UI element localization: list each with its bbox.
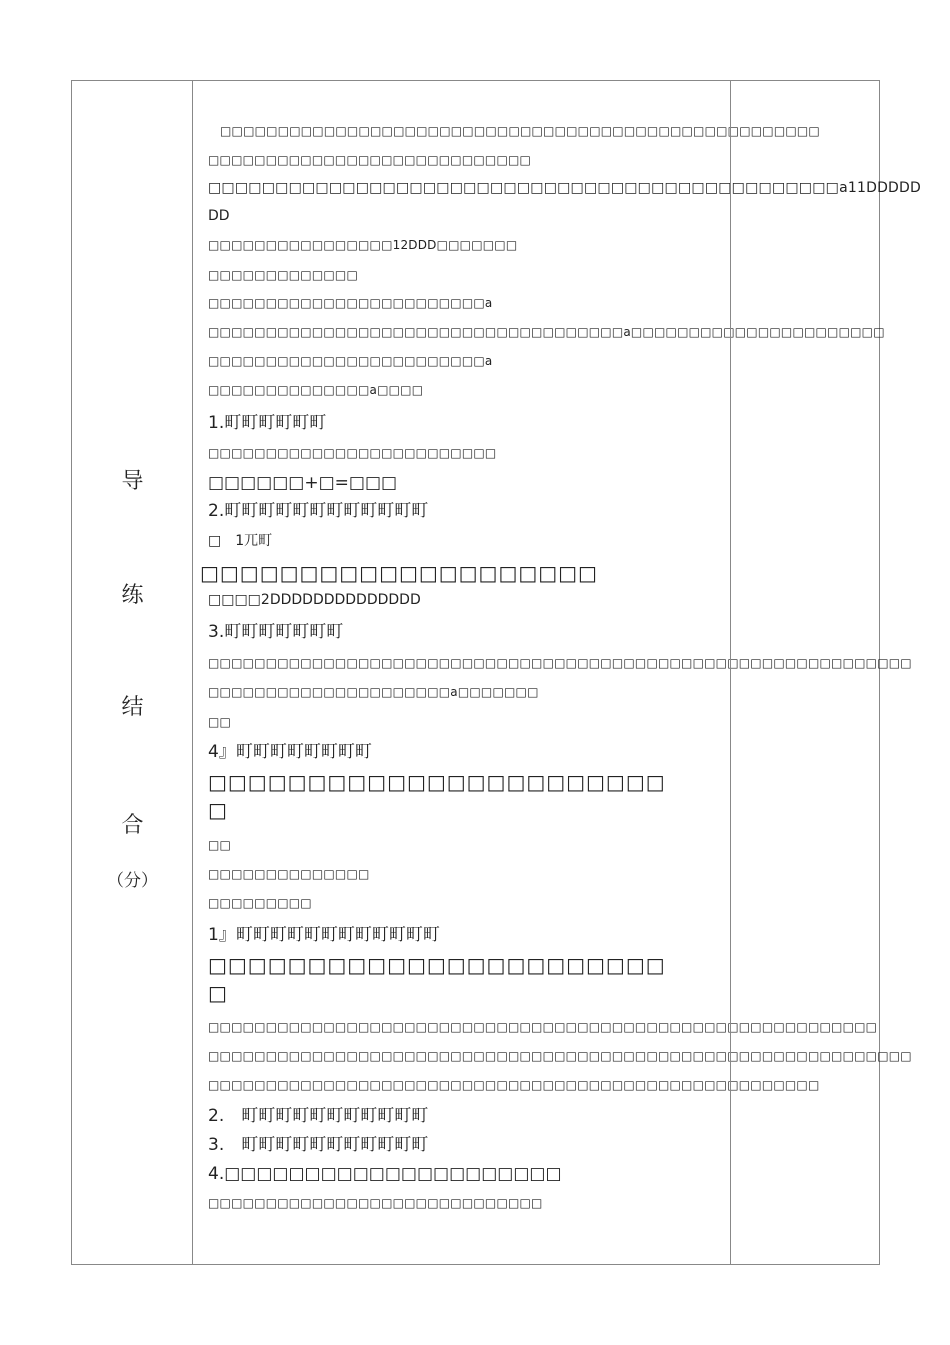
text-line: □□□□□□□□□ <box>208 896 312 910</box>
item-heading: 3.町町町町町町町 <box>208 622 344 642</box>
box-row: □□□□□□□□□□□□□□□□□□□□ <box>200 561 598 585</box>
left-char-4: 合 <box>121 813 144 838</box>
text-line: □□□□□□□□□□□□□□□□□□□□□□□□□□□□□□□□□□□□□□□□□□□□□□□□□□□□ <box>220 124 820 138</box>
lesson-table <box>71 80 921 1265</box>
text-line: □□ <box>208 838 232 852</box>
text-line: □□□□□□□□□□□□□□□□□□□□□□□□□□□□□□□□□□□□□□□□□□□□□□□□□□□□□ <box>208 1078 820 1092</box>
text-line: □□□□□□□□□□□□□□□□□□□□□a□□□□□□□ <box>208 685 539 699</box>
text-line: □□□□□□□□□□□□□□□□□□□□□□□□a <box>208 354 493 368</box>
text-line: □□□□□□□□□□□□□□□□□□□□□□□□□□□□□ <box>208 1196 543 1210</box>
left-char-3: 结 <box>121 695 144 720</box>
left-sub: （分） <box>107 871 158 891</box>
right-column <box>730 81 879 1264</box>
box-row: □ <box>208 798 228 822</box>
text-line: □□□□□□□□□□□□□□ <box>208 867 370 881</box>
item-heading: 1』町町町町町町町町町町町町 <box>208 925 440 945</box>
text-line: □□ <box>208 715 232 729</box>
text-line: □ 1兀町 <box>208 533 273 549</box>
item-heading: 4』町町町町町町町町 <box>208 742 372 762</box>
text-line: □□□□□□□□□□□□□□□□□□□□□□□□□ <box>208 446 497 460</box>
text-line: □□□□□□□□□□□□□□□□□□□□□□□□□□□□□□□□□□□□a□□□□□□□□□□□□□□□□□□□□□□ <box>208 325 885 339</box>
left-char-1: 导 <box>121 469 144 494</box>
item-heading: 2.町町町町町町町町町町町町 <box>208 501 429 521</box>
box-row: □□□□□□□□□□□□□□□□□□□□□□□ <box>208 953 666 977</box>
text-line: □□□□□□□□□□□□□□□□□□□□□□□□□□□□□□□□□□□□□□□□□□□□□□□□□□□□□□□□□□□□□ <box>208 656 912 670</box>
content-column <box>200 81 921 1264</box>
text-line: □□□□□□□□□□□□□□□□□□□□□□□□a <box>208 296 493 310</box>
formula-line: □□□□□□+□=□□□ <box>208 473 398 493</box>
text-line: □□□□□□□□□□□□□□□□□□□□□□□□□□□□□□□□□□□□□□□□□□□□□□□a11DDDDD <box>208 180 921 196</box>
left-char-2: 练 <box>121 583 144 608</box>
item-heading: 1.町町町町町町 <box>208 413 327 433</box>
text-line: □□□□□□□□□□□□□ <box>208 268 358 282</box>
item-heading: 4.□□□□□□□□□□□□□□□□□□□□□ <box>208 1164 562 1184</box>
text-line: DD <box>208 208 230 224</box>
text-line: □□□□□□□□□□□□□□□□□□□□□□□□□□□□ <box>208 153 532 167</box>
left-column <box>72 81 193 1264</box>
text-line: □□□□2DDDDDDDDDDDDDD <box>208 592 421 608</box>
text-line: □□□□□□□□□□□□□□a□□□□ <box>208 383 424 397</box>
item-heading: 3. 町町町町町町町町町町町 <box>208 1135 429 1155</box>
text-line: □□□□□□□□□□□□□□□□12DDD□□□□□□□ <box>208 238 518 252</box>
item-heading: 2. 町町町町町町町町町町町 <box>208 1106 429 1126</box>
text-line: □□□□□□□□□□□□□□□□□□□□□□□□□□□□□□□□□□□□□□□□□□□□□□□□□□□□□□□□□□□□□ <box>208 1049 912 1063</box>
box-row: □□□□□□□□□□□□□□□□□□□□□□□ <box>208 770 666 794</box>
text-line: □□□□□□□□□□□□□□□□□□□□□□□□□□□□□□□□□□□□□□□□□□□□□□□□□□□□□□□□□□ <box>208 1020 878 1034</box>
box-row: □ <box>208 981 228 1005</box>
